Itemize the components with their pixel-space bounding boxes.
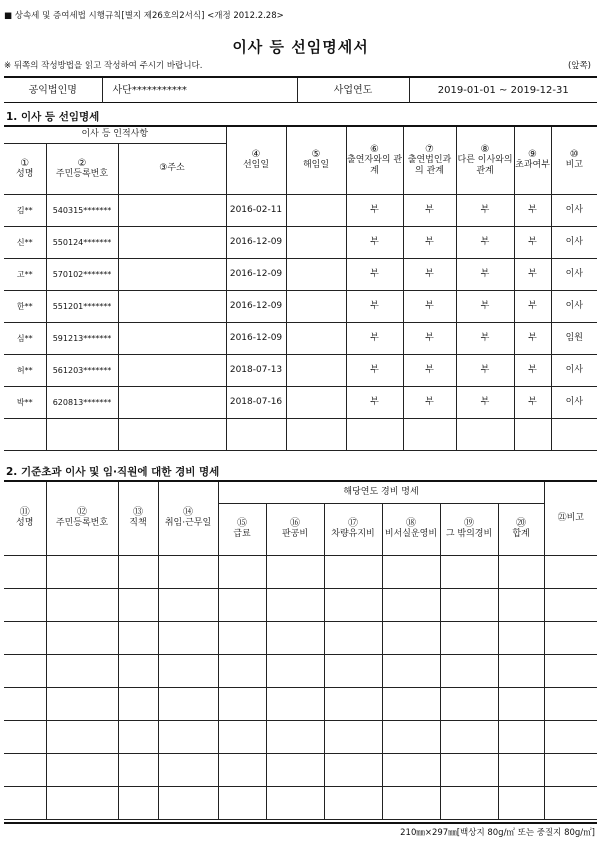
cell-dismissed	[286, 354, 346, 386]
empty-cell	[158, 687, 218, 720]
cell-addr	[118, 418, 226, 450]
empty-cell	[46, 786, 118, 819]
empty-cell	[544, 555, 597, 588]
empty-cell	[4, 786, 46, 819]
cell-id: 561203*******	[46, 354, 118, 386]
cell-dismissed	[286, 194, 346, 226]
cell-note	[551, 418, 597, 450]
empty-cell	[46, 654, 118, 687]
cell-appointed: 2016-12-09	[226, 258, 286, 290]
empty-cell	[158, 786, 218, 819]
cell-r9: 부	[514, 386, 551, 418]
cell-addr	[118, 386, 226, 418]
empty-cell	[544, 687, 597, 720]
empty-cell	[382, 753, 440, 786]
col-address: ③주소	[118, 143, 226, 194]
cell-name	[4, 418, 46, 450]
cell-name: 고**	[4, 258, 46, 290]
empty-cell	[118, 720, 158, 753]
col2-resident-number: ⑫ 주민등록번호	[46, 481, 118, 555]
cell-addr	[118, 258, 226, 290]
empty-cell	[498, 786, 544, 819]
cell-name: 한**	[4, 290, 46, 322]
col-name: ① 성명	[4, 143, 46, 194]
section2-title: 2. 기준초과 이사 및 임·직원에 대한 경비 명세	[6, 466, 220, 478]
cell-r8: 부	[456, 322, 514, 354]
col-other-director-relation: ⑧ 다른 이사와의 관계	[456, 126, 514, 194]
table-row	[4, 322, 597, 354]
empty-cell	[218, 753, 266, 786]
col2-other-expense: ⑲ 그 밖의경비	[440, 503, 498, 555]
cell-r6	[346, 418, 403, 450]
paper-spec: 210㎜×297㎜[백상지 80g/㎡ 또는 중질지 80g/㎡]	[400, 828, 595, 838]
cell-id: 550124*******	[46, 226, 118, 258]
fiscal-year-label: 사업연도	[297, 77, 409, 103]
empty-cell	[218, 786, 266, 819]
cell-r7: 부	[403, 258, 456, 290]
cell-r6: 부	[346, 258, 403, 290]
empty-cell	[218, 588, 266, 621]
col-excess: ⑨ 초과여부	[514, 126, 551, 194]
col-resident-number: ② 주민등록번호	[46, 143, 118, 194]
cell-r7: 부	[403, 290, 456, 322]
cell-addr	[118, 290, 226, 322]
col2-salary: ⑮ 급료	[218, 503, 266, 555]
cell-addr	[118, 354, 226, 386]
cell-r9: 부	[514, 354, 551, 386]
cell-id: 551201*******	[46, 290, 118, 322]
table-row	[4, 753, 597, 786]
table-row	[4, 621, 597, 654]
empty-cell	[118, 621, 158, 654]
cell-note: 임원	[551, 322, 597, 354]
corp-name-label: 공익법인명	[4, 77, 102, 103]
cell-r6: 부	[346, 290, 403, 322]
table-row	[4, 418, 597, 450]
empty-cell	[4, 588, 46, 621]
empty-cell	[4, 753, 46, 786]
empty-cell	[544, 753, 597, 786]
cell-id: 570102*******	[46, 258, 118, 290]
empty-cell	[118, 588, 158, 621]
table-row	[4, 290, 597, 322]
table-row	[4, 258, 597, 290]
empty-cell	[218, 654, 266, 687]
empty-cell	[324, 555, 382, 588]
cell-r7: 부	[403, 226, 456, 258]
cell-r6: 부	[346, 194, 403, 226]
empty-cell	[440, 687, 498, 720]
cell-r8: 부	[456, 226, 514, 258]
empty-cell	[324, 588, 382, 621]
empty-cell	[498, 621, 544, 654]
empty-cell	[498, 720, 544, 753]
cell-r6: 부	[346, 386, 403, 418]
cell-r9	[514, 418, 551, 450]
cell-r6: 부	[346, 226, 403, 258]
cell-r9: 부	[514, 258, 551, 290]
col-dismissed-date: ⑤ 해임일	[286, 126, 346, 194]
cell-r9: 부	[514, 322, 551, 354]
empty-cell	[544, 786, 597, 819]
empty-cell	[158, 720, 218, 753]
cell-appointed: 2018-07-16	[226, 386, 286, 418]
empty-cell	[498, 753, 544, 786]
expense-table	[4, 480, 597, 820]
empty-cell	[440, 555, 498, 588]
empty-cell	[382, 621, 440, 654]
empty-cell	[440, 621, 498, 654]
empty-cell	[118, 654, 158, 687]
cell-note: 이사	[551, 226, 597, 258]
empty-cell	[544, 654, 597, 687]
empty-cell	[382, 720, 440, 753]
empty-cell	[266, 786, 324, 819]
cell-appointed: 2018-07-13	[226, 354, 286, 386]
empty-cell	[382, 588, 440, 621]
table-row	[4, 588, 597, 621]
empty-cell	[46, 687, 118, 720]
cell-r7: 부	[403, 386, 456, 418]
empty-cell	[544, 588, 597, 621]
cell-dismissed	[286, 290, 346, 322]
empty-cell	[382, 786, 440, 819]
corp-name-value: 사단***********	[102, 77, 297, 103]
table-row	[4, 555, 597, 588]
cell-id: 591213*******	[46, 322, 118, 354]
col2-position: ⑬ 직책	[118, 481, 158, 555]
cell-id: 620813*******	[46, 386, 118, 418]
empty-cell	[266, 720, 324, 753]
empty-cell	[4, 555, 46, 588]
cell-note: 이사	[551, 290, 597, 322]
col-corp-relation: ⑦ 출연법인과의 관계	[403, 126, 456, 194]
cell-name: 허**	[4, 354, 46, 386]
empty-cell	[440, 720, 498, 753]
corp-info-table	[4, 76, 597, 103]
cell-appointed: 2016-02-11	[226, 194, 286, 226]
cell-note: 이사	[551, 354, 597, 386]
cell-appointed: 2016-12-09	[226, 226, 286, 258]
table-row	[4, 226, 597, 258]
col2-remarks: ㉑비고	[544, 481, 597, 555]
cell-dismissed	[286, 418, 346, 450]
empty-cell	[544, 621, 597, 654]
expense-group-header: 해당연도 경비 명세	[218, 481, 544, 503]
personal-info-group-header: 이사 등 인적사항	[4, 126, 226, 143]
cell-r9: 부	[514, 290, 551, 322]
empty-cell	[4, 654, 46, 687]
empty-cell	[4, 720, 46, 753]
instruction-note: ※ 뒤쪽의 작성방법을 읽고 작성하여 주시기 바랍니다.	[4, 61, 203, 71]
empty-cell	[118, 753, 158, 786]
empty-cell	[498, 588, 544, 621]
empty-cell	[440, 753, 498, 786]
table-row	[4, 654, 597, 687]
col2-entertainment: ⑯ 판공비	[266, 503, 324, 555]
empty-cell	[266, 555, 324, 588]
cell-r8: 부	[456, 194, 514, 226]
cell-id	[46, 418, 118, 450]
empty-cell	[498, 555, 544, 588]
empty-cell	[324, 720, 382, 753]
empty-cell	[46, 720, 118, 753]
cell-r9: 부	[514, 226, 551, 258]
empty-cell	[218, 621, 266, 654]
section1-title: 1. 이사 등 선임명세	[6, 111, 100, 123]
empty-cell	[498, 654, 544, 687]
empty-cell	[46, 753, 118, 786]
cell-r6: 부	[346, 322, 403, 354]
regulation-line: ■ 상속세 및 증여세법 시행규칙[별지 제26호의2서식] <개정 2012.2.28>	[4, 11, 284, 21]
empty-cell	[218, 555, 266, 588]
empty-cell	[324, 654, 382, 687]
table-row	[4, 194, 597, 226]
cell-appointed: 2016-12-09	[226, 322, 286, 354]
empty-cell	[382, 555, 440, 588]
cell-r8: 부	[456, 258, 514, 290]
empty-cell	[118, 687, 158, 720]
cell-dismissed	[286, 226, 346, 258]
cell-dismissed	[286, 258, 346, 290]
empty-cell	[266, 687, 324, 720]
appointment-table	[4, 125, 597, 451]
cell-dismissed	[286, 322, 346, 354]
form-title: 이사 등 선임명세서	[232, 38, 369, 56]
empty-cell	[266, 654, 324, 687]
cell-appointed	[226, 418, 286, 450]
cell-addr	[118, 322, 226, 354]
empty-cell	[46, 621, 118, 654]
empty-cell	[382, 687, 440, 720]
empty-cell	[266, 621, 324, 654]
empty-cell	[46, 588, 118, 621]
empty-cell	[440, 588, 498, 621]
col-appointed-date: ④ 선임일	[226, 126, 286, 194]
empty-cell	[118, 786, 158, 819]
col2-vehicle: ⑰ 차량유지비	[324, 503, 382, 555]
col-donor-relation: ⑥ 출연자와의 관계	[346, 126, 403, 194]
empty-cell	[544, 720, 597, 753]
cell-note: 이사	[551, 194, 597, 226]
empty-cell	[440, 786, 498, 819]
cell-name: 박**	[4, 386, 46, 418]
table-row	[4, 786, 597, 819]
cell-r7	[403, 418, 456, 450]
empty-cell	[324, 687, 382, 720]
cell-dismissed	[286, 386, 346, 418]
cell-name: 김**	[4, 194, 46, 226]
empty-cell	[218, 720, 266, 753]
cell-r9: 부	[514, 194, 551, 226]
empty-cell	[158, 654, 218, 687]
col2-work-date: ⑭ 취임·근무일	[158, 481, 218, 555]
footer-rule	[4, 822, 597, 824]
table-row	[4, 354, 597, 386]
col-remarks: ⑩ 비고	[551, 126, 597, 194]
empty-cell	[4, 687, 46, 720]
empty-cell	[382, 654, 440, 687]
empty-cell	[158, 753, 218, 786]
cell-name: 심**	[4, 322, 46, 354]
col2-total: ⑳ 합계	[498, 503, 544, 555]
empty-cell	[324, 621, 382, 654]
page-side-label: (앞쪽)	[567, 61, 591, 71]
cell-r8: 부	[456, 290, 514, 322]
empty-cell	[218, 687, 266, 720]
cell-name: 신**	[4, 226, 46, 258]
empty-cell	[158, 621, 218, 654]
empty-cell	[118, 555, 158, 588]
empty-cell	[4, 621, 46, 654]
cell-appointed: 2016-12-09	[226, 290, 286, 322]
cell-note: 이사	[551, 258, 597, 290]
empty-cell	[158, 555, 218, 588]
col2-secretariat: ⑱ 비서실운영비	[382, 503, 440, 555]
empty-cell	[498, 687, 544, 720]
cell-r6: 부	[346, 354, 403, 386]
empty-cell	[266, 588, 324, 621]
empty-cell	[266, 753, 324, 786]
cell-id: 540315*******	[46, 194, 118, 226]
cell-note: 이사	[551, 386, 597, 418]
table-row	[4, 687, 597, 720]
col2-name: ⑪ 성명	[4, 481, 46, 555]
table-row	[4, 386, 597, 418]
cell-addr	[118, 226, 226, 258]
table-row	[4, 720, 597, 753]
cell-r8: 부	[456, 386, 514, 418]
fiscal-year-value: 2019-01-01 ~ 2019-12-31	[409, 77, 597, 103]
empty-cell	[158, 588, 218, 621]
cell-r8: 부	[456, 354, 514, 386]
cell-r7: 부	[403, 322, 456, 354]
cell-r8	[456, 418, 514, 450]
cell-r7: 부	[403, 194, 456, 226]
empty-cell	[46, 555, 118, 588]
cell-r7: 부	[403, 354, 456, 386]
cell-addr	[118, 194, 226, 226]
empty-cell	[440, 654, 498, 687]
empty-cell	[324, 786, 382, 819]
empty-cell	[324, 753, 382, 786]
